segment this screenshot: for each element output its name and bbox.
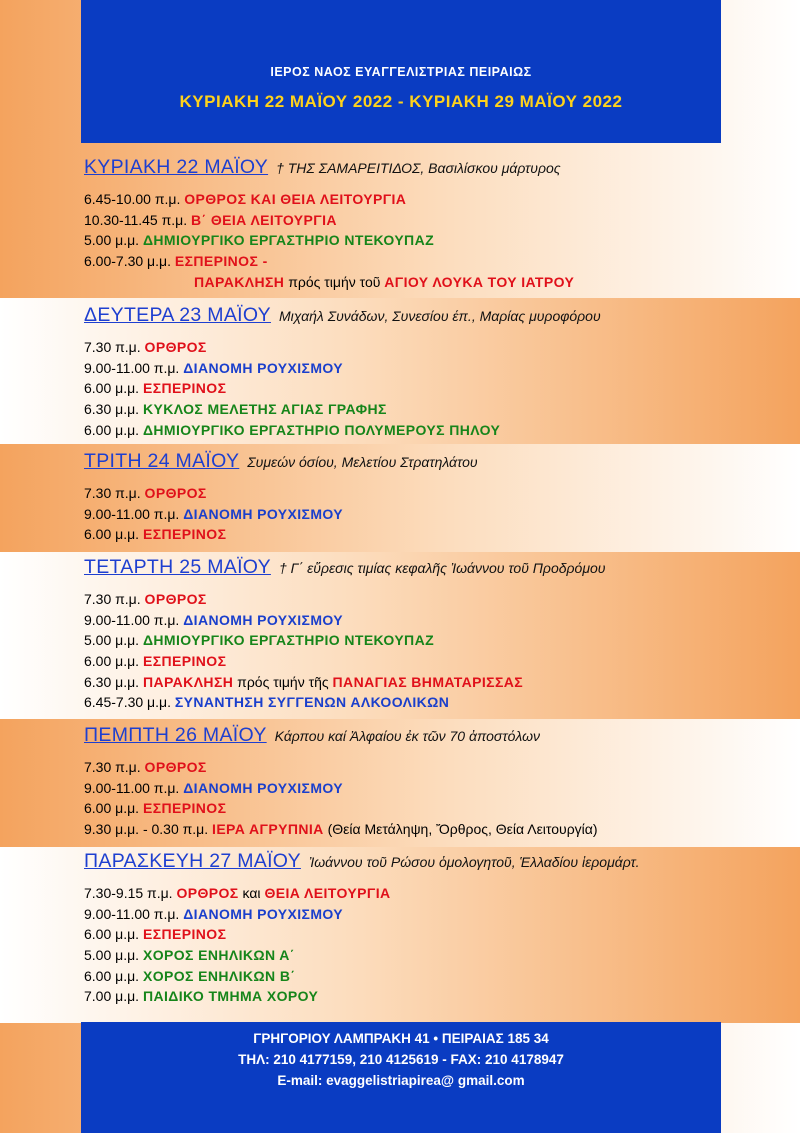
schedule-line [84,778,598,799]
time: 9.30 μ.μ. - 0.30 π.μ. [84,821,209,838]
day-header [84,724,598,752]
event: ΠΑΝΑΓΙΑΣ ΒΗΜΑΤΑΡΙΣΣΑΣ [332,673,524,690]
day-name: ΚΥΡΙΑΚΗ 22 ΜΑΪΟΥ [84,156,269,178]
event: ΟΡΘΡΟΣ [144,339,207,355]
event: ΚΥΚΛΟΣ ΜΕΛΕΤΗΣ ΑΓΙΑΣ ΓΡΑΦΗΣ [142,401,387,418]
feast-text: Ἰωάννου τοῦ Ρώσου ὁμολογητοῦ, Ἑλλαδίου ἱερομάρτ. [308,854,640,870]
time: 10.30-11.45 π.μ. [84,211,188,228]
time: 9.00-11.00 π.μ. [84,611,180,628]
time: 5.00 μ.μ. [84,632,140,649]
time: 7.30 π.μ. [84,485,141,501]
event: Β΄ ΘΕΙΑ ΛΕΙΤΟΥΡΓΙΑ [190,211,337,228]
day-name: ΤΡΙΤΗ 24 ΜΑΪΟΥ [84,450,240,472]
time: 9.00-11.00 π.μ. [84,505,180,522]
event: ΔΙΑΝΟΜΗ ΡΟΥΧΙΣΜΟΥ [183,359,344,376]
day-name: ΠΑΡΑΣΚΕΥΗ 27 ΜΑΪΟΥ [84,850,301,872]
event: ΔΗΜΙΟΥΡΓΙΚΟ ΕΡΓΑΣΤΗΡΙΟ ΝΤΕΚΟΥΠΑΖ [142,232,435,249]
schedule-line [84,189,574,210]
event: ΔΗΜΙΟΥΡΓΙΚΟ ΕΡΓΑΣΤΗΡΙΟ ΝΤΕΚΟΥΠΑΖ [142,632,435,649]
schedule-line [84,358,601,379]
time: 6.00 μ.μ. [84,800,140,817]
footer-contact [81,1022,721,1133]
event: ΘΕΙΑ ΛΕΙΤΟΥΡΓΙΑ [264,885,391,901]
event: ΧΟΡΟΣ ΕΝΗΛΙΚΩΝ Α΄ [142,947,295,964]
event: ΟΡΘΡΟΣ [144,485,207,501]
day-name: ΤΕΤΑΡΤΗ 25 ΜΑΪΟΥ [84,556,271,578]
event: ΔΗΜΙΟΥΡΓΙΚΟ ΕΡΓΑΣΤΗΡΙΟ ΠΟΛΥΜΕΡΟΥΣ ΠΗΛΟΥ [142,421,501,438]
feast-text: Συμεών όσίου, Μελετίου Στρατηλάτου [247,454,478,470]
time: 6.00 μ.μ. [84,967,140,984]
time: 9.00-11.00 π.μ. [84,359,180,376]
week-dates: ΚΥΡΙΑΚΗ 22 ΜΑΪΟΥ 2022 - ΚΥΡΙΑΚΗ 29 ΜΑΪΟΥ 2022 [179,92,623,111]
address: ΓΡΗΓΟΡΙΟΥ ΛΑΜΠΡΑΚΗ 41 • ΠΕΙΡΑΙΑΣ 185 34 [253,1031,549,1046]
event: ΠΑΡΑΚΛΗΣΗ [194,273,285,290]
event: ΠΑΙΔΙΚΟ ΤΜΗΜΑ ΧΟΡΟΥ [142,988,319,1005]
time: 6.00 μ.μ. [84,526,140,543]
schedule-line [84,945,640,966]
event: ΟΡΘΡΟΣ [176,885,239,901]
feast-text: † ΤΗΣ ΣΑΜΑΡΕΙΤΙΔΟΣ, Βασιλίσκου μάρτυρος [276,160,561,176]
day-header [84,450,478,478]
event: ΕΣΠΕΡΙΝΟΣ [142,653,227,670]
feast-text: † Γ΄ εὕρεσις τιμίας κεφαλῆς Ἰωάννου τοῦ Προδρόμου [278,560,606,576]
event-note: πρός τιμήν τῆς [237,673,329,690]
schedule-line [84,798,598,819]
event: ΕΣΠΕΡΙΝΟΣ [142,926,227,943]
time: 7.30 π.μ. [84,339,141,355]
event-note: (Θεία Μετάληψη, Ὄρθρος, Θεία Λειτουργία) [327,821,598,838]
day-section-wednesday [84,556,605,713]
time: 9.00-11.00 π.μ. [84,779,180,796]
time: 7.30 π.μ. [84,759,141,775]
time: 7.30 π.μ. [84,591,141,607]
feast-text: Κάρπου καί Ἀλφαίου ἐκ τῶν 70 ἀποστόλων [274,728,540,744]
schedule-line [84,757,598,778]
schedule-line [84,630,605,651]
time: 6.00 μ.μ. [84,380,140,397]
schedule-line [84,610,605,631]
schedule-line [84,399,601,420]
schedule-line [84,337,601,358]
schedule-line [84,420,601,441]
schedule-line [84,672,605,693]
time: 6.00 μ.μ. [84,421,140,438]
schedule-line [84,504,478,525]
time: 6.30 μ.μ. [84,673,140,690]
time: 6.00 μ.μ. [84,926,140,943]
event: ΔΙΑΝΟΜΗ ΡΟΥΧΙΣΜΟΥ [183,779,344,796]
event: ΔΙΑΝΟΜΗ ΡΟΥΧΙΣΜΟΥ [183,505,344,522]
schedule-line [84,230,574,251]
schedule-line [84,904,640,925]
event: ΔΙΑΝΟΜΗ ΡΟΥΧΙΣΜΟΥ [183,905,344,922]
event: ΟΡΘΡΟΣ [144,591,207,607]
time: 7.00 μ.μ. [84,988,140,1005]
day-header [84,304,601,332]
schedule-line [84,966,640,987]
event: ΧΟΡΟΣ ΕΝΗΛΙΚΩΝ Β΄ [142,967,296,984]
event: ΔΙΑΝΟΜΗ ΡΟΥΧΙΣΜΟΥ [183,611,344,628]
day-name: ΠΕΜΠΤΗ 26 ΜΑΪΟΥ [84,724,267,746]
event: ΙΕΡΑ ΑΓΡΥΠΝΙΑ [212,821,324,838]
time: 7.30-9.15 π.μ. [84,885,173,901]
schedule-line [84,524,478,545]
email: E-mail: evaggelistriapirea@ gmail.com [277,1073,525,1088]
schedule-line [84,272,574,293]
church-name: ΙΕΡΟΣ ΝΑΟΣ ΕΥΑΓΓΕΛΙΣΤΡΙΑΣ ΠΕΙΡΑΙΩΣ [270,65,532,79]
schedule-line [84,651,605,672]
schedule-line [84,924,640,945]
day-section-tuesday [84,450,478,545]
event: ΕΣΠΕΡΙΝΟΣ [142,800,227,817]
schedule-line [84,251,574,272]
day-section-sunday [84,156,574,292]
time: 6.45-10.00 π.μ. [84,191,181,207]
schedule-line [84,378,601,399]
event: ΟΡΘΡΟΣ ΚΑΙ ΘΕΙΑ ΛΕΙΤΟΥΡΓΙΑ [184,191,407,207]
feast-text: Μιχαήλ Συνάδων, Συνεσίου έπ., Μαρίας μυροφόρου [278,308,601,324]
header-banner [81,0,721,143]
schedule-line [84,692,605,713]
event-note: πρός τιμήν τοῦ [288,273,381,290]
day-header [84,850,640,878]
day-name: ΔΕΥΤΕΡΑ 23 ΜΑΪΟΥ [84,304,271,326]
time: 9.00-11.00 π.μ. [84,905,180,922]
schedule-line [84,589,605,610]
event: ΠΑΡΑΚΛΗΣΗ [142,673,234,690]
time: 5.00 μ.μ. [84,947,140,964]
schedule-line [84,483,478,504]
time: 5.00 μ.μ. [84,232,140,249]
schedule-line [84,210,574,231]
event: ΕΣΠΕΡΙΝΟΣ [142,526,227,543]
day-header [84,156,574,184]
event: ΑΓΙΟΥ ΛΟΥΚΑ ΤΟΥ ΙΑΤΡΟΥ [384,273,575,290]
time: 6.00 μ.μ. [84,653,140,670]
phone-fax: ΤΗΛ: 210 4177159, 210 4125619 - FAX: 210 4178947 [238,1052,564,1067]
schedule-line [84,986,640,1007]
day-header [84,556,605,584]
event: ΕΣΠΕΡΙΝΟΣ - [174,253,268,270]
event: ΟΡΘΡΟΣ [144,759,207,775]
event-note: και [242,885,261,901]
event: ΕΣΠΕΡΙΝΟΣ [142,380,227,397]
day-section-friday [84,850,640,1007]
schedule-line [84,819,598,840]
time: 6.00-7.30 μ.μ. [84,253,171,270]
time: 6.30 μ.μ. [84,401,140,418]
event: ΣΥΝΑΝΤΗΣΗ ΣΥΓΓΕΝΩΝ ΑΛΚΟΟΛΙΚΩΝ [174,694,450,711]
time: 6.45-7.30 μ.μ. [84,694,171,711]
schedule-line [84,883,640,904]
day-section-thursday [84,724,598,840]
day-section-monday [84,304,601,440]
